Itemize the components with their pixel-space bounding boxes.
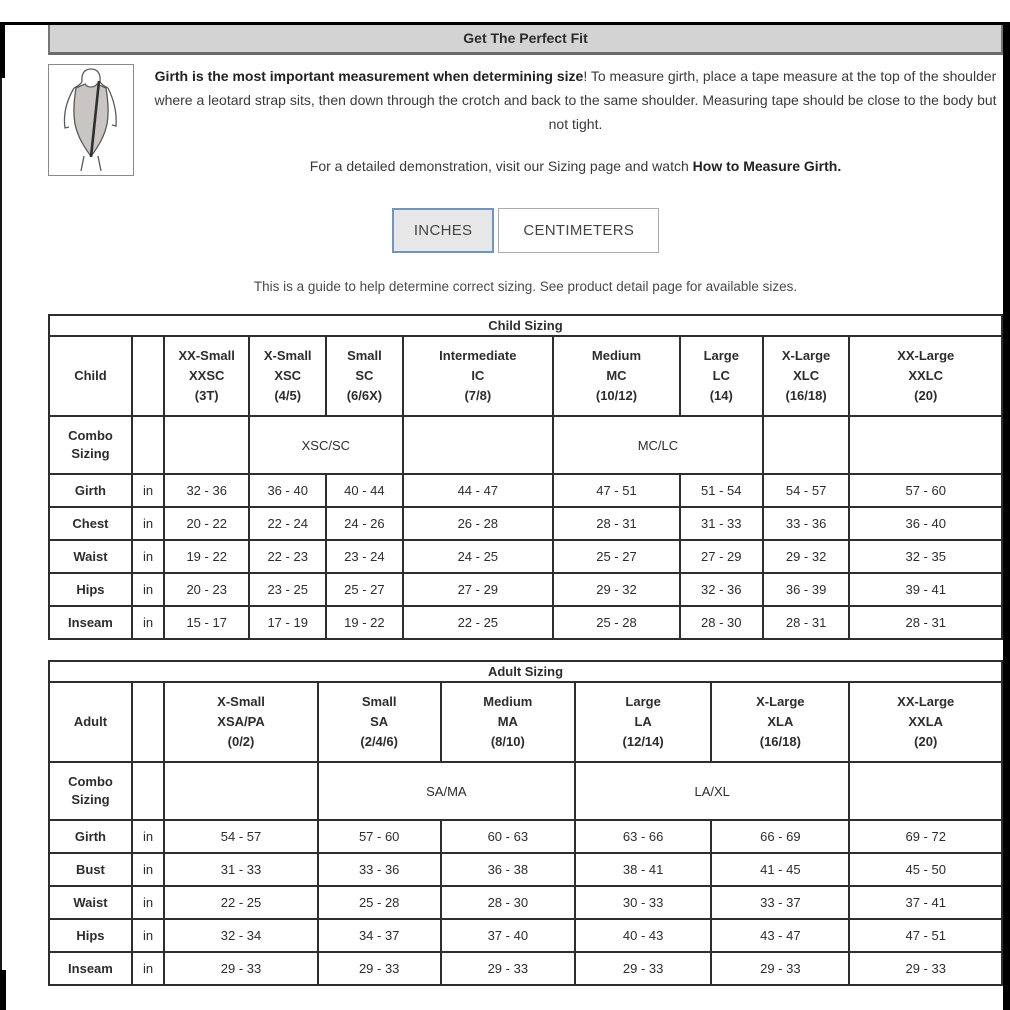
value-cell: 47 - 51 — [849, 919, 1002, 952]
column-header-name: XX-Large — [897, 694, 955, 709]
column-header-range: (16/18) — [785, 388, 827, 403]
column-header — [849, 682, 1002, 762]
value-cell: 34 - 37 — [318, 919, 441, 952]
value-cell: 45 - 50 — [849, 853, 1002, 886]
value-cell: 20 - 22 — [164, 507, 249, 540]
value-cell: 43 - 47 — [711, 919, 849, 952]
value-cell: 22 - 23 — [249, 540, 326, 573]
column-header-code: LC — [712, 368, 730, 383]
combo-cell: XSC/SC — [249, 416, 402, 474]
value-cell: 54 - 57 — [763, 474, 850, 507]
child-table-title: Child Sizing — [49, 315, 1002, 336]
row-label: Girth — [49, 474, 132, 507]
row-label: Waist — [49, 886, 132, 919]
column-header-code: XXLC — [908, 368, 944, 383]
value-cell: 38 - 41 — [575, 853, 711, 886]
column-header-name: X-Small — [217, 694, 265, 709]
combo-cell — [849, 416, 1002, 474]
value-cell: 29 - 33 — [575, 952, 711, 985]
frame-edge-right — [1003, 22, 1010, 1010]
column-header-code: XXLA — [908, 714, 944, 729]
unit-cell: in — [132, 952, 164, 985]
column-header-name: XX-Small — [178, 348, 235, 363]
row-group-label: Adult — [49, 682, 132, 762]
row-group-label: Child — [49, 336, 132, 416]
adult-sizing-table-wrap — [48, 660, 1003, 986]
combo-cell — [164, 416, 249, 474]
unit-cell: in — [132, 540, 164, 573]
value-cell: 37 - 40 — [441, 919, 575, 952]
child-sizing-table-wrap — [48, 314, 1003, 640]
value-cell: 47 - 51 — [553, 474, 680, 507]
column-header-code: LA — [634, 714, 652, 729]
column-header-name: Medium — [483, 694, 533, 709]
unit-header-cell — [132, 336, 164, 416]
value-cell: 54 - 57 — [164, 820, 317, 853]
value-cell: 33 - 37 — [711, 886, 849, 919]
column-header — [680, 336, 763, 416]
column-header-name: XX-Large — [897, 348, 955, 363]
value-cell: 26 - 28 — [403, 507, 554, 540]
column-header-code: XLC — [793, 368, 820, 383]
value-cell: 36 - 40 — [249, 474, 326, 507]
page-title: Get The Perfect Fit — [48, 22, 1003, 55]
row-label: Hips — [49, 573, 132, 606]
column-header-code: XSC — [274, 368, 302, 383]
value-cell: 28 - 31 — [553, 507, 680, 540]
value-cell: 23 - 24 — [326, 540, 402, 573]
value-cell: 57 - 60 — [849, 474, 1002, 507]
value-cell: 19 - 22 — [326, 606, 402, 639]
column-header-range: (16/18) — [759, 734, 801, 749]
combo-row-label: Combo Sizing — [49, 762, 132, 820]
column-header-range: (10/12) — [595, 388, 638, 403]
column-header-range: (7/8) — [464, 388, 492, 403]
unit-cell: in — [132, 474, 164, 507]
column-header-code: SA — [370, 714, 389, 729]
unit-cell — [132, 416, 164, 474]
column-header — [164, 336, 249, 416]
girth-measurement-diagram — [48, 64, 134, 176]
combo-cell — [763, 416, 850, 474]
value-cell: 24 - 25 — [403, 540, 554, 573]
unit-cell: in — [132, 853, 164, 886]
column-header-code: MC — [606, 368, 627, 383]
value-cell: 29 - 32 — [553, 573, 680, 606]
row-label: Inseam — [49, 952, 132, 985]
unit-cell: in — [132, 507, 164, 540]
combo-cell: SA/MA — [318, 762, 575, 820]
combo-cell — [849, 762, 1002, 820]
value-cell: 36 - 38 — [441, 853, 575, 886]
column-header — [553, 336, 680, 416]
column-header — [849, 336, 1002, 416]
column-header-code: IC — [471, 368, 485, 383]
value-cell: 17 - 19 — [249, 606, 326, 639]
column-header-code: XLA — [767, 714, 794, 729]
column-header-range: (0/2) — [227, 734, 255, 749]
column-header — [575, 682, 711, 762]
value-cell: 40 - 44 — [326, 474, 402, 507]
value-cell: 15 - 17 — [164, 606, 249, 639]
centimeters-button[interactable]: CENTIMETERS — [498, 208, 659, 253]
column-header-range: (20) — [914, 388, 938, 403]
leotard-icon — [52, 68, 130, 172]
unit-toggle — [48, 208, 1003, 253]
value-cell: 63 - 66 — [575, 820, 711, 853]
value-cell: 28 - 31 — [763, 606, 850, 639]
combo-cell: MC/LC — [553, 416, 763, 474]
value-cell: 33 - 36 — [763, 507, 850, 540]
value-cell: 24 - 26 — [326, 507, 402, 540]
column-header — [763, 336, 850, 416]
value-cell: 25 - 28 — [318, 886, 441, 919]
sizing-page — [48, 22, 1003, 986]
value-cell: 22 - 25 — [164, 886, 317, 919]
child-sizing-table — [48, 314, 1003, 640]
value-cell: 29 - 33 — [318, 952, 441, 985]
value-cell: 37 - 41 — [849, 886, 1002, 919]
column-header-range: (14) — [709, 388, 733, 403]
value-cell: 29 - 33 — [164, 952, 317, 985]
inches-button[interactable]: INCHES — [392, 208, 494, 253]
frame-edge-top — [0, 22, 1010, 25]
value-cell: 36 - 39 — [763, 573, 850, 606]
intro-section — [48, 64, 1003, 178]
value-cell: 39 - 41 — [849, 573, 1002, 606]
row-label: Inseam — [49, 606, 132, 639]
demo-line: For a detailed demonstration, visit our Sizing page and watch How to Measure Girth. — [309, 158, 842, 174]
column-header-range: (12/14) — [622, 734, 664, 749]
value-cell: 31 - 33 — [680, 507, 763, 540]
unit-header-cell — [132, 682, 164, 762]
value-cell: 31 - 33 — [164, 853, 317, 886]
column-header-name: X-Large — [781, 348, 831, 363]
value-cell: 28 - 30 — [680, 606, 763, 639]
unit-cell: in — [132, 573, 164, 606]
column-header-range: (8/10) — [490, 734, 525, 749]
row-label: Chest — [49, 507, 132, 540]
row-label: Waist — [49, 540, 132, 573]
column-header-code: MA — [497, 714, 518, 729]
unit-cell: in — [132, 919, 164, 952]
column-header-code: XXSC — [189, 368, 225, 383]
sizing-guide-note: This is a guide to help determine correct sizing. See product detail page for available sizes. — [253, 279, 798, 294]
value-cell: 60 - 63 — [441, 820, 575, 853]
value-cell: 20 - 23 — [164, 573, 249, 606]
column-header-name: Medium — [591, 348, 642, 363]
value-cell: 25 - 27 — [326, 573, 402, 606]
column-header — [711, 682, 849, 762]
combo-cell — [164, 762, 317, 820]
value-cell: 30 - 33 — [575, 886, 711, 919]
frame-corner-bottom-left — [0, 970, 6, 1010]
value-cell: 28 - 31 — [849, 606, 1002, 639]
frame-edge-left — [0, 22, 2, 1010]
value-cell: 29 - 33 — [849, 952, 1002, 985]
value-cell: 41 - 45 — [711, 853, 849, 886]
value-cell: 32 - 34 — [164, 919, 317, 952]
value-cell: 27 - 29 — [403, 573, 554, 606]
column-header-name: X-Large — [756, 694, 805, 709]
unit-cell — [132, 762, 164, 820]
column-header — [441, 682, 575, 762]
value-cell: 29 - 33 — [711, 952, 849, 985]
value-cell: 40 - 43 — [575, 919, 711, 952]
value-cell: 69 - 72 — [849, 820, 1002, 853]
value-cell: 28 - 30 — [441, 886, 575, 919]
combo-cell: LA/XL — [575, 762, 849, 820]
row-label: Girth — [49, 820, 132, 853]
value-cell: 27 - 29 — [680, 540, 763, 573]
value-cell: 29 - 33 — [441, 952, 575, 985]
value-cell: 32 - 35 — [849, 540, 1002, 573]
combo-row-label: Combo Sizing — [49, 416, 132, 474]
value-cell: 44 - 47 — [403, 474, 554, 507]
value-cell: 25 - 28 — [553, 606, 680, 639]
value-cell: 29 - 32 — [763, 540, 850, 573]
column-header-name: X-Small — [263, 348, 312, 363]
column-header-name: Small — [347, 348, 382, 363]
column-header — [164, 682, 317, 762]
value-cell: 36 - 40 — [849, 507, 1002, 540]
column-header-range: (6/6X) — [346, 388, 383, 403]
value-cell: 33 - 36 — [318, 853, 441, 886]
value-cell: 66 - 69 — [711, 820, 849, 853]
row-label: Hips — [49, 919, 132, 952]
unit-cell: in — [132, 820, 164, 853]
column-header-name: Large — [625, 694, 661, 709]
adult-sizing-table — [48, 660, 1003, 986]
unit-cell: in — [132, 606, 164, 639]
column-header-code: SC — [355, 368, 374, 383]
column-header — [326, 336, 402, 416]
column-header — [249, 336, 326, 416]
intro-text — [134, 64, 1003, 178]
column-header-name: Small — [361, 694, 397, 709]
value-cell: 51 - 54 — [680, 474, 763, 507]
column-header-name: Large — [703, 348, 739, 363]
value-cell: 25 - 27 — [553, 540, 680, 573]
column-header-code: XSA/PA — [217, 714, 265, 729]
unit-cell: in — [132, 886, 164, 919]
column-header-range: (2/4/6) — [360, 734, 398, 749]
column-header-range: (20) — [914, 734, 938, 749]
column-header-range: (3T) — [194, 388, 219, 403]
frame-corner-top-left — [0, 22, 5, 78]
value-cell: 19 - 22 — [164, 540, 249, 573]
combo-cell — [403, 416, 554, 474]
column-header-name: Intermediate — [439, 348, 517, 363]
value-cell: 22 - 24 — [249, 507, 326, 540]
value-cell: 32 - 36 — [680, 573, 763, 606]
column-header — [318, 682, 441, 762]
value-cell: 57 - 60 — [318, 820, 441, 853]
column-header-range: (4/5) — [274, 388, 302, 403]
adult-table-title: Adult Sizing — [49, 661, 1002, 682]
girth-description: Girth is the most important measurement when determining size! To measure girth, place a tape measure at the top of the shoulder where a leotard strap sits, then down through the crotch and back to the same shoulder. Measuring tape should be close to the body but not tight. — [154, 68, 997, 132]
value-cell: 22 - 25 — [403, 606, 554, 639]
column-header — [403, 336, 554, 416]
row-label: Bust — [49, 853, 132, 886]
value-cell: 32 - 36 — [164, 474, 249, 507]
value-cell: 23 - 25 — [249, 573, 326, 606]
